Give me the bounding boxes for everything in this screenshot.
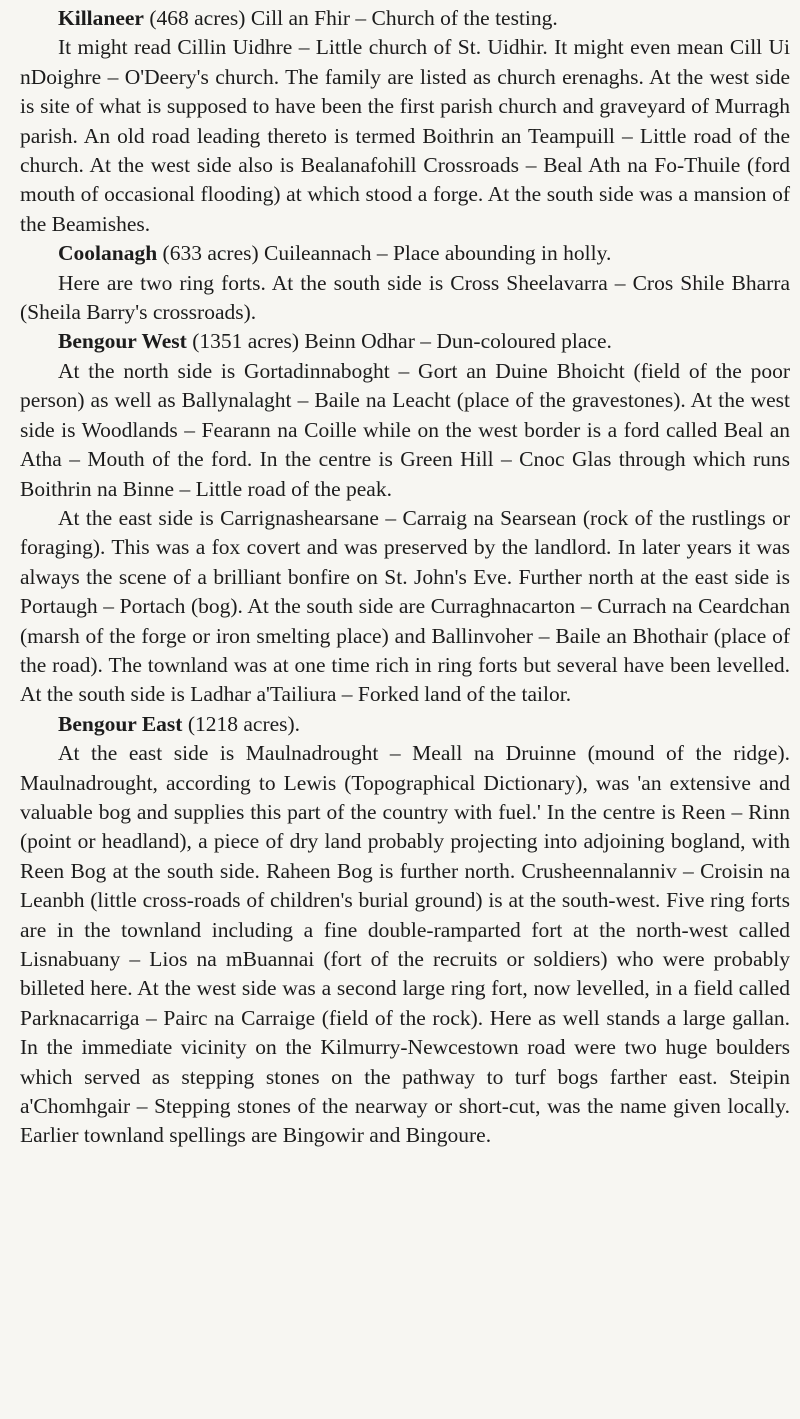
paragraph: At the north side is Gortadinnaboght – Gort an Duine Bhoicht (field of the poor person) as well as Ballynalaght – Baile na Leacht (place of the gravestones). At the west side is Woodlands – Fearann na Coille while on the west border is a ford called Beal an Atha – Mouth of the ford. In the centre is Green Hill – Cnoc Glas through which runs Boithrin na Binne – Little road of the peak. bbox=[20, 358, 790, 501]
townland-heading-bengour-west bbox=[20, 327, 790, 356]
townland-detail: (1351 acres) Beinn Odhar – Dun-coloured place. bbox=[186, 329, 612, 354]
townland-detail: (633 acres) Cuileannach – Place abounding in holly. bbox=[157, 241, 612, 266]
townland-heading-coolanagh bbox=[20, 239, 790, 268]
townland-name: Bengour East bbox=[58, 711, 183, 736]
townland-name: Killaneer bbox=[58, 6, 144, 30]
paragraph: Here are two ring forts. At the south side is Cross Sheelavarra – Cros Shile Bharra (Sheila Barry's crossroads). bbox=[20, 270, 790, 325]
paragraph: It might read Cillin Uidhre – Little church of St. Uidhir. It might even mean Cill Ui nDoighre – O'Deery's church. The family are listed as church erenaghs. At the west side is site of what is supposed to have been the first parish church and graveyard of Murragh parish. An old road leading thereto is termed Boithrin an Teampuill – Little road of the church. At the west side also is Bealanafohill Crossroads – Beal Ath na Fo-Thuile (ford mouth of occasional flooding) at which stood a forge. At the south side was a mansion of the Beamishes. bbox=[20, 35, 790, 236]
townland-heading-bengour-east bbox=[20, 710, 790, 739]
townland-name: Bengour West bbox=[58, 329, 187, 354]
townland-detail: (1218 acres). bbox=[182, 711, 301, 736]
townland-heading-killaneer bbox=[20, 4, 790, 33]
townland-detail: (468 acres) Cill an Fhir – Church of the testing. bbox=[143, 6, 558, 30]
paragraph: At the east side is Maulnadrought – Meall na Druinne (mound of the ridge). Maulnadrought, according to Lewis (Topographical Dictionary), was 'an extensive and valuable bog and supplies this part of the country with fuel.' In the centre is Reen – Rinn (point or headland), a piece of dry land probably projecting into adjoining bogland, with Reen Bog at the south side. Raheen Bog is further north. Crusheennalanniv – Croisin na Leanbh (little cross-roads of children's burial ground) is at the south-west. Five ring forts are in the townland including a fine double-ramparted fort at the north-west called Lisnabuany – Lios na mBuannai (fort of the recruits or soldiers) who were probably billeted here. At the west side was a second large ring fort, now levelled, in a field called Parknacarriga – Pairc na Carraige (field of the rock). Here as well stands a large gallan. In the immediate vicinity on the Kilmurry-Newcestown road were two huge boulders which served as stepping stones on the pathway to turf bogs farther east. Steipin a'Chomhgair – Stepping stones of the nearway or short-cut, was the name given locally. Earlier townland spellings are Bingowir and Bingoure. bbox=[20, 741, 790, 1148]
paragraph: At the east side is Carrignashearsane – Carraig na Searsean (rock of the rustlings or foraging). This was a fox covert and was preserved by the landlord. In later years it was always the scene of a brilliant bonfire on St. John's Eve. Further north at the east side is Portaugh – Portach (bog). At the south side are Curraghnacarton – Currach na Ceardchan (marsh of the forge or iron smelting place) and Ballinvoher – Baile an Bhothair (place of the road). The townland was at one time rich in ring forts but several have been levelled. At the south side is Ladhar a'Tailiura – Forked land of the tailor. bbox=[20, 505, 790, 707]
townland-name: Coolanagh bbox=[58, 241, 158, 266]
